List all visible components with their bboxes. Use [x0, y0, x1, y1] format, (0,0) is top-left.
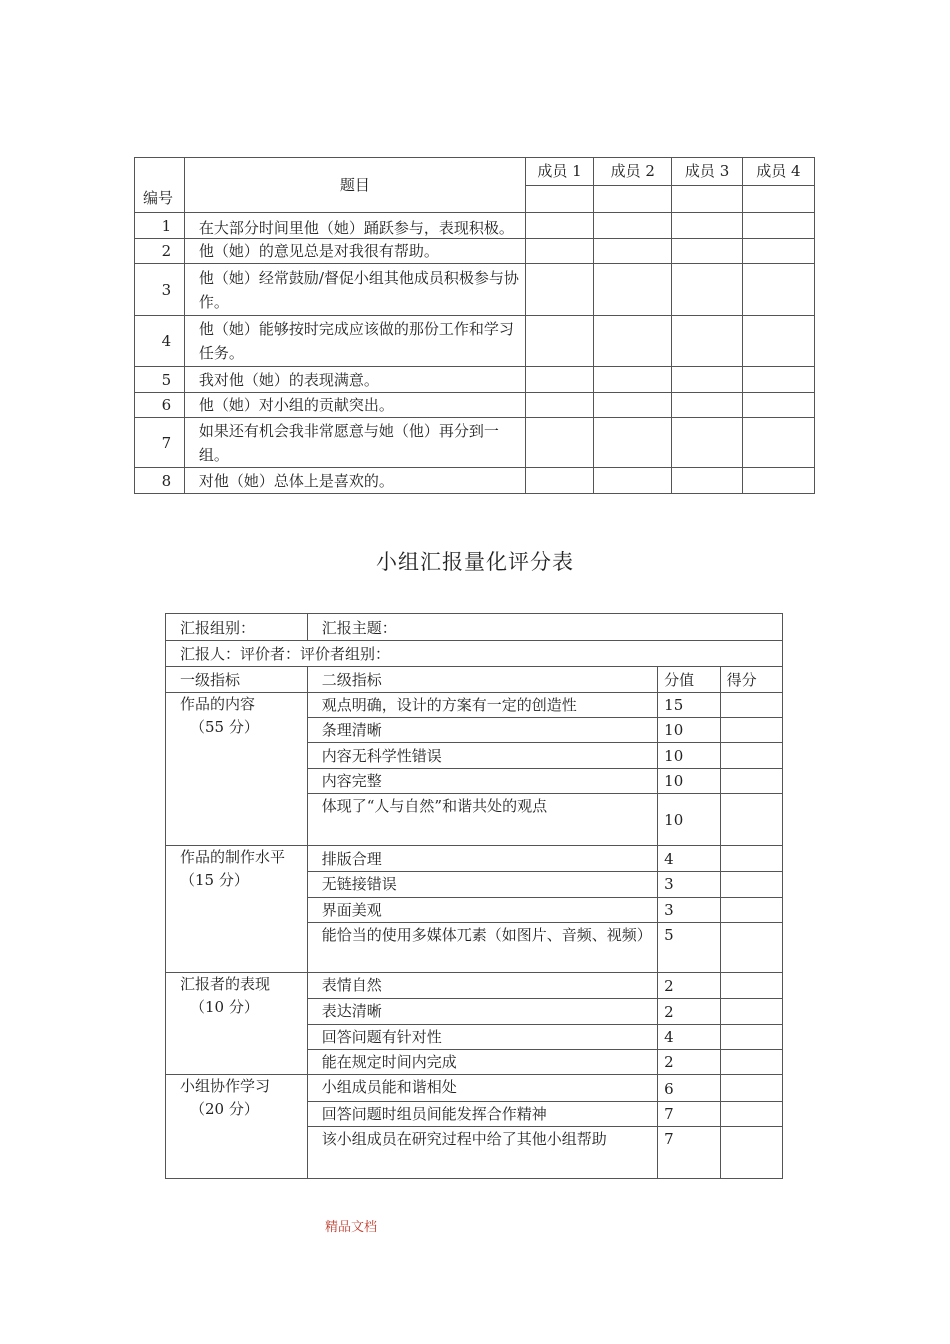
score-cell[interactable] [672, 264, 742, 316]
item-score: 4 [658, 1025, 720, 1050]
group-cell [166, 1075, 308, 1179]
score-cell[interactable] [742, 316, 814, 367]
obtained-cell[interactable] [720, 1127, 782, 1179]
table-row [135, 213, 815, 239]
score-cell[interactable] [742, 213, 814, 239]
table-row [135, 418, 815, 468]
table-row [135, 468, 815, 494]
row-num: 7 [135, 418, 185, 468]
header-member-4: 成员 4 [742, 158, 814, 186]
row-text: 他（她）能够按时完成应该做的那份工作和学习任务。 [184, 316, 525, 367]
peer-evaluation-table [134, 157, 815, 494]
score-cell[interactable] [672, 213, 742, 239]
row-text: 他（她）对小组的贡献突出。 [184, 393, 525, 418]
table-row [135, 393, 815, 418]
table-row [166, 973, 783, 999]
row-num: 5 [135, 367, 185, 393]
score-cell[interactable] [742, 418, 814, 468]
obtained-cell[interactable] [720, 872, 782, 898]
group-name: 作品的内容 [180, 695, 256, 713]
item-text: 排版合理 [307, 846, 657, 872]
obtained-cell[interactable] [720, 1102, 782, 1127]
item-score: 5 [658, 923, 720, 973]
score-cell[interactable] [594, 418, 672, 468]
table-row [135, 239, 815, 264]
group-points: （10 分） [190, 998, 259, 1016]
obtained-cell[interactable] [720, 1050, 782, 1075]
table-row [135, 367, 815, 393]
group-cell [166, 846, 308, 973]
score-cell[interactable] [525, 185, 593, 213]
score-cell[interactable] [594, 468, 672, 494]
item-text: 回答问题时组员间能发挥合作精神 [307, 1102, 657, 1127]
score-cell[interactable] [525, 239, 593, 264]
row-text: 我对他（她）的表现满意。 [184, 367, 525, 393]
obtained-cell[interactable] [720, 999, 782, 1025]
obtained-cell[interactable] [720, 1075, 782, 1102]
row-text: 他（她）的意见总是对我很有帮助。 [184, 239, 525, 264]
item-score: 6 [658, 1075, 720, 1102]
score-cell[interactable] [594, 393, 672, 418]
item-score: 2 [658, 999, 720, 1025]
score-cell[interactable] [525, 418, 593, 468]
score-cell[interactable] [672, 418, 742, 468]
item-score: 10 [658, 769, 720, 794]
row-num: 6 [135, 393, 185, 418]
table-row [135, 316, 815, 367]
table-row [166, 1075, 783, 1102]
score-cell[interactable] [525, 316, 593, 367]
page-title: 小组汇报量化评分表 [376, 550, 574, 574]
obtained-cell[interactable] [720, 846, 782, 872]
col-header-obtained: 得分 [720, 667, 782, 693]
group-label: 汇报组别： [166, 614, 308, 641]
item-score: 2 [658, 1050, 720, 1075]
obtained-cell[interactable] [720, 973, 782, 999]
score-cell[interactable] [672, 393, 742, 418]
header-member-3: 成员 3 [672, 158, 742, 186]
header-member-1: 成员 1 [525, 158, 593, 186]
score-cell[interactable] [742, 367, 814, 393]
score-cell[interactable] [525, 393, 593, 418]
score-cell[interactable] [525, 264, 593, 316]
row-text: 在大部分时间里他（她）踊跃参与，表现积极。 [198, 218, 514, 236]
score-cell[interactable] [594, 213, 672, 239]
score-cell[interactable] [594, 316, 672, 367]
item-text: 表情自然 [307, 973, 657, 999]
row-num: 3 [135, 264, 185, 316]
obtained-cell[interactable] [720, 898, 782, 923]
score-cell[interactable] [742, 239, 814, 264]
item-text: 回答问题有针对性 [307, 1025, 657, 1050]
reporter-line[interactable]: 汇报人：评价者：评价者组别： [166, 641, 783, 667]
topic-label[interactable]: 汇报主题： [307, 614, 782, 641]
obtained-cell[interactable] [720, 1025, 782, 1050]
table-row [135, 264, 815, 316]
row-num: 4 [135, 316, 185, 367]
obtained-cell[interactable] [720, 769, 782, 794]
score-cell[interactable] [672, 468, 742, 494]
item-text: 该小组成员在研究过程中给了其他小组帮助 [307, 1127, 657, 1179]
item-score: 3 [658, 872, 720, 898]
score-cell[interactable] [525, 213, 593, 239]
score-cell[interactable] [594, 264, 672, 316]
header-topic: 题目 [184, 158, 525, 213]
obtained-cell[interactable] [720, 718, 782, 743]
item-text: 能在规定时间内完成 [307, 1050, 657, 1075]
row-text: 他（她）经常鼓励/督促小组其他成员积极参与协作。 [184, 264, 525, 316]
group-cell [166, 973, 308, 1075]
group-cell [166, 693, 308, 846]
table-row [166, 693, 783, 718]
score-cell[interactable] [525, 468, 593, 494]
score-cell[interactable] [742, 393, 814, 418]
item-text: 观点明确，设计的方案有一定的创造性 [307, 693, 657, 718]
score-cell[interactable] [594, 239, 672, 264]
row-text: 如果还有机会我非常愿意与她（他）再分到一组。 [184, 418, 525, 468]
score-cell[interactable] [672, 316, 742, 367]
obtained-cell[interactable] [720, 693, 782, 718]
item-score: 2 [658, 973, 720, 999]
obtained-cell[interactable] [720, 743, 782, 769]
row-text: 对他（她）总体上是喜欢的。 [184, 468, 525, 494]
item-text: 界面美观 [307, 898, 657, 923]
scoring-table [165, 613, 783, 1179]
item-score: 4 [658, 846, 720, 872]
group-name: 小组协作学习 [180, 1077, 271, 1095]
score-cell[interactable] [525, 367, 593, 393]
group-name: 作品的制作水平（15 分） [180, 848, 286, 889]
item-score: 3 [658, 898, 720, 923]
item-text: 表达清晰 [307, 999, 657, 1025]
score-cell[interactable] [742, 264, 814, 316]
score-cell[interactable] [672, 185, 742, 213]
score-cell[interactable] [672, 239, 742, 264]
score-cell[interactable] [594, 367, 672, 393]
table-row [166, 846, 783, 872]
footer-watermark: 精品文档 [325, 1220, 378, 1235]
item-text: 内容无科学性错误 [307, 743, 657, 769]
row-num: 8 [135, 468, 185, 494]
header-num: 编号 [135, 158, 185, 213]
group-points: （20 分） [190, 1100, 259, 1118]
item-text: 能恰当的使用多媒体兀素（如图片、音频、视频） [307, 923, 657, 973]
score-cell[interactable] [742, 185, 814, 213]
item-text: 内容完整 [307, 769, 657, 794]
score-cell[interactable] [594, 185, 672, 213]
item-score: 10 [658, 718, 720, 743]
header-member-2: 成员 2 [594, 158, 672, 186]
col-header-level2: 二级指标 [307, 667, 657, 693]
item-text: 小组成员能和谐相处 [307, 1075, 657, 1102]
obtained-cell[interactable] [720, 923, 782, 973]
item-text: 体现了“人与自然”和谐共处的观点 [307, 794, 657, 846]
col-header-level1: 一级指标 [166, 667, 308, 693]
item-score: 10 [658, 743, 720, 769]
item-text: 无链接错误 [307, 872, 657, 898]
col-header-score: 分值 [658, 667, 720, 693]
item-score: 10 [658, 794, 720, 846]
score-cell[interactable] [672, 367, 742, 393]
row-num: 2 [135, 239, 185, 264]
item-text: 条理清晰 [307, 718, 657, 743]
item-score: 15 [658, 693, 720, 718]
item-score: 7 [658, 1102, 720, 1127]
score-cell[interactable] [742, 468, 814, 494]
obtained-cell[interactable] [720, 794, 782, 846]
row-num: 1 [135, 213, 185, 239]
group-name: 汇报者的表现 [180, 975, 271, 993]
group-points: （55 分） [190, 718, 259, 736]
item-score: 7 [658, 1127, 720, 1179]
